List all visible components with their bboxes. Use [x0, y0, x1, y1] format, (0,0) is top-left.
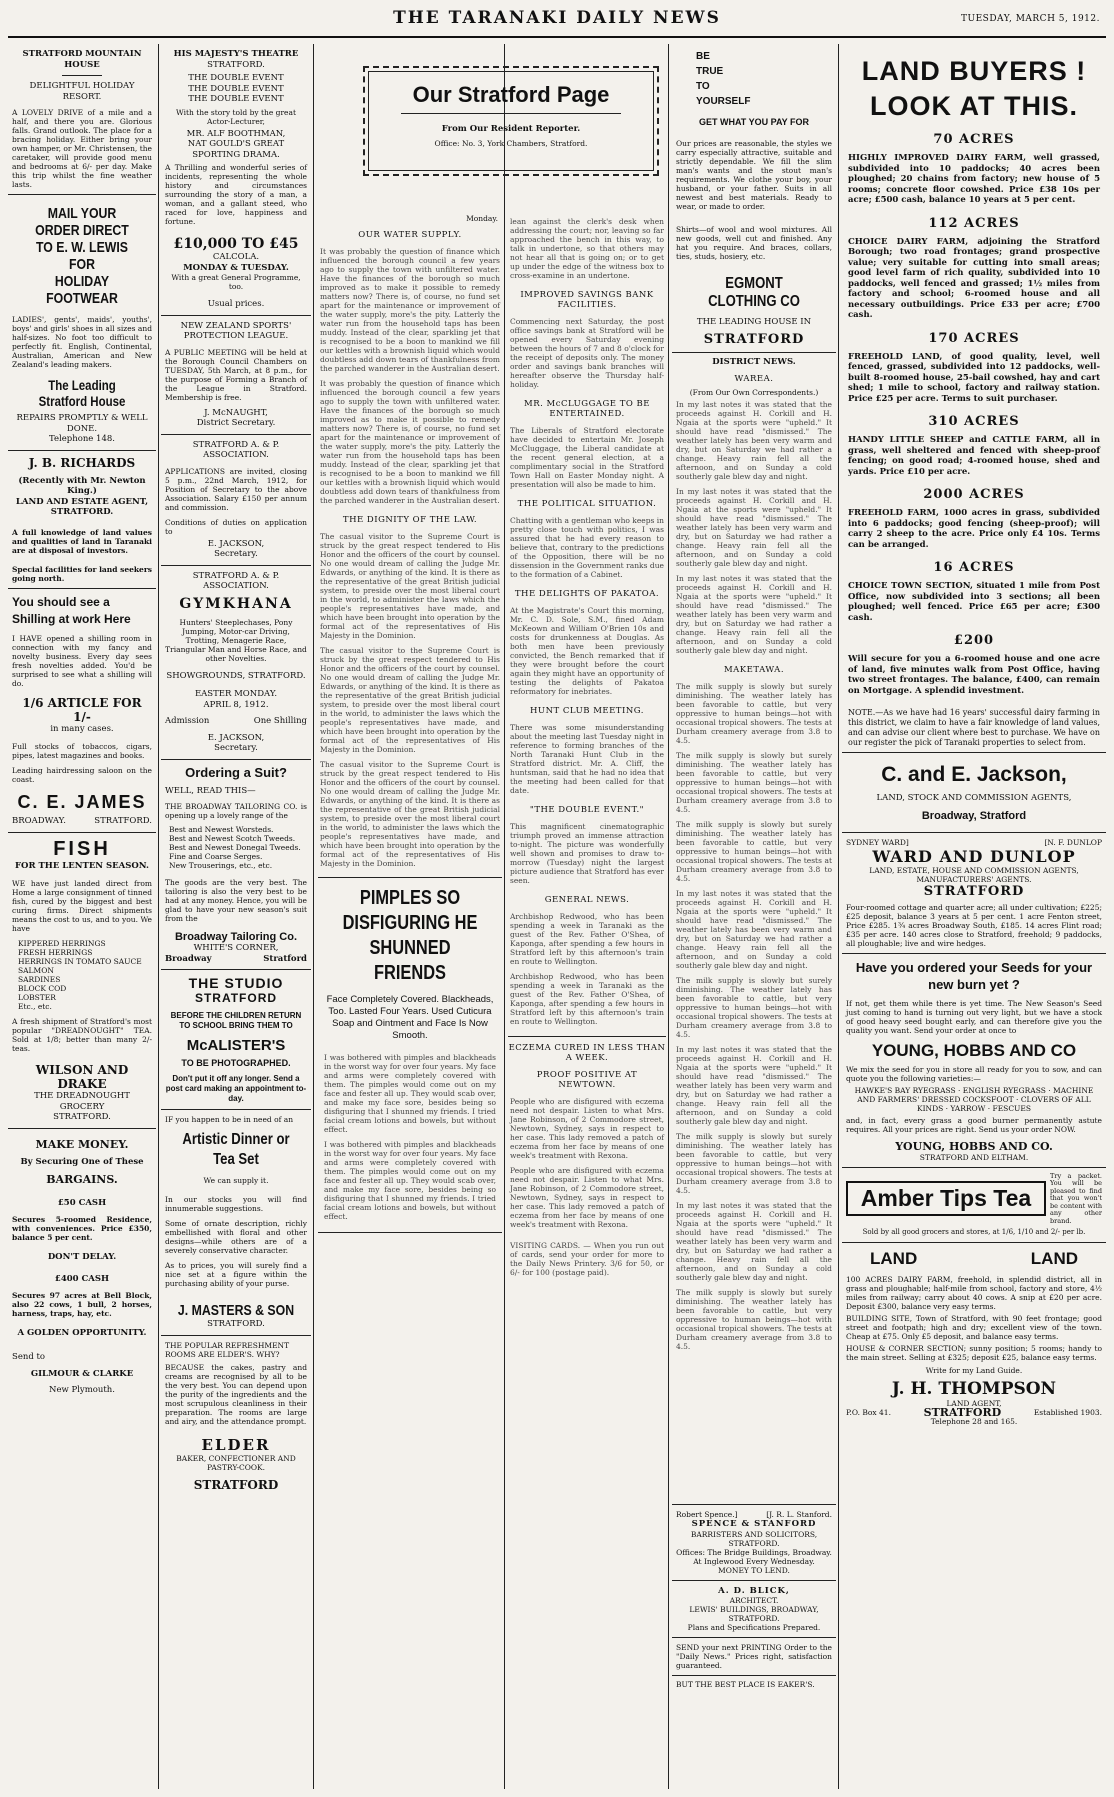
ad-town: STRATFORD. — [207, 59, 265, 70]
ad-body: In our stocks you will find innumerable suggestions. — [165, 1195, 307, 1213]
ad-address: Broadway, Stratford — [921, 809, 1027, 822]
listing — [848, 633, 1100, 696]
ad-body: As to prices, you will surely find a nice set at a figure within the purchasing ability of your purse. — [165, 1261, 307, 1288]
article-body: Archbishop Redwood, who has been spending a week in Taranaki as the guest of the Rev. Father O'Shea, of Kaponga, after spending a few hours in Stratford left by this afternoon's train en route to Wellington. — [510, 912, 664, 966]
listing-heading: 70 ACRES — [933, 132, 1015, 147]
ad-lead: IF you happen to be in need of an — [165, 1115, 294, 1124]
listing — [848, 132, 1100, 206]
ad-sub: THE DREADNOUGHT GROCERY — [34, 1091, 130, 1112]
article-body: The casual visitor to the Supreme Court is struck by the great respect tendered to His Honor and the officers of the court by counsel. No one would dream of calling the Judge Mr. Edwards, or anything of the kind. It is there as the representative of the great British judicial system, to preside over the most liberal court in the world, to administer the laws which the people's representatives have made, and which have been brought into operation by the formal act of the representatives of His Majesty in the Dominion. — [320, 760, 500, 868]
article-body: In my last notes it was stated that the proceeds against H. Corkill and H. Ngaia at the sports were "upheld." It should have read "dismissed." The weather lately has been very warm and dry, but on Saturday we had rather a change. Heavy rain fell all the afternoon, and on Sunday a cold southerly gale blew day and night. — [676, 1201, 832, 1282]
gymkhana-ad — [161, 566, 311, 760]
ad-headline: GET WHAT YOU PAY FOR — [698, 117, 809, 127]
studio-ad — [161, 970, 311, 1110]
ad-name: Broadway Tailoring Co. — [174, 931, 298, 943]
ad-with: With a great General Programme, too. — [171, 273, 301, 291]
ad-sub: Face Completely Covered. Blackheads, Too. Lasted Four Years. Used Cuticura Soap and Ointment and Face Is Now Smooth. — [326, 994, 494, 1041]
article-body: In my last notes it was stated that the proceeds against H. Corkill and H. Ngaia at the sports were "upheld." It should have read "dismissed." The weather lately has been very warm and dry, but on Saturday we had rather a change. Heavy rain fell all the afternoon, and on Sunday a cold southerly gale blew day and night. — [676, 487, 832, 568]
listing-heading: 16 ACRES — [933, 560, 1015, 575]
fish-item: HERRINGS IN TOMATO SAUCE — [18, 957, 142, 966]
column-6 — [842, 44, 1106, 1789]
listing — [848, 216, 1100, 321]
fish-item: LOBSTER — [18, 993, 56, 1002]
visiting-cards-notice: VISITING CARDS. — When you run out of cards, send your order for more to the Daily News Printery. 3/6 for 50, or 6/- for 100 (postage paid). — [510, 1241, 664, 1277]
article-body: The milk supply is slowly but surely diminishing. The weather lately has been favorable to cattle, but very oppressive to human beings—hot with occasional tropical showers. The tests at Durham creamery average from 3.8 to 4.5. — [676, 1288, 832, 1351]
article-body: In my last notes it was stated that the proceeds against H. Corkill and H. Ngaia at the sports were "upheld." It should have read "dismissed." The weather lately has been very warm and dry, but on Saturday we had rather a change. Heavy rain fell all the afternoon, and on Sunday a cold southerly gale blew day and night. — [676, 574, 832, 655]
ad-town: STRATFORD. — [50, 507, 114, 517]
ad-special: Special facilities for land seekers going north. — [12, 564, 153, 583]
ad-body: A LOVELY DRIVE of a mile and a half, and there you are. Glorious falls. Grand outlook. The place for a bracing holiday. Either bring your own hamper, or Mr. Christensen, the caretaker, will provide good menu and bedrooms at 6/- per day. Make this trip whilst the fine weather lasts. — [12, 108, 152, 189]
ad-day: EASTER MONDAY. — [194, 689, 278, 699]
fish-item: SARDINES — [18, 975, 61, 984]
ad-body: The goods are the very best. The tailoring is also the very best to be had at any money. Hence, you will be glad to have your new season's suit from the — [165, 878, 307, 923]
ad-town: STRATFORD. — [53, 1112, 111, 1122]
ad-town: STRATFORD. — [728, 1614, 780, 1623]
article-heading: THE POLITICAL SITUATION. — [517, 499, 657, 509]
ad-heading: STRATFORD A. & P. ASSOCIATION. — [192, 439, 280, 460]
ad-offices: Offices: The Bridge Buildings, Broadway. — [676, 1547, 832, 1557]
fish-item: Etc., etc. — [18, 1002, 52, 1011]
ad-plans: Plans and Specifications Prepared. — [687, 1623, 821, 1632]
suit-item: Best and Newest Scotch Tweeds. — [169, 834, 296, 843]
article-body: The Liberals of Stratford electorate have decided to entertain Mr. Joseph McCluggage, the Liberal candidate at the recent general election, at a complimentary social in the Stratford Town Hall on Easter Monday night. A presentation will also be made to him. — [510, 426, 664, 489]
ad-visits: At Inglewood Every Wednesday. — [693, 1556, 815, 1566]
article-body: In my last notes it was stated that the proceeds against H. Corkill and H. Ngaia at the sports were "upheld." It should have read "dismissed." The weather lately has been very warm and dry, but on Saturday we had rather a change. Heavy rain fell all the afternoon, and on Sunday a cold southerly gale blew day and night. — [676, 1045, 832, 1126]
listing-heading: 2000 ACRES — [923, 487, 1025, 502]
ad-heading: HIS MAJESTY'S THEATRE — [173, 49, 299, 59]
article-body: In my last notes it was stated that the proceeds against H. Corkill and H. Ngaia at the sports were "upheld." It should have read "dismissed." The weather lately has been very warm and dry, but on Saturday we had rather a change. Heavy rain fell all the afternoon, and on Sunday a cold southerly gale blew day and night. — [676, 400, 832, 481]
ad-headline: MAKE MONEY. — [35, 1137, 129, 1151]
listing-body: CHOICE DAIRY FARM, adjoining the Stratford Borough; two road frontages; grand prospective value; very suitable for cutting into small areas; good level farm of rich quality, subdivided into 10 paddocks, well fenced and grassed; 1½ miles from factory and school; 6-roomed house and all necessary outbuildings. Price £33 per acre; £700 cash. — [848, 236, 1100, 320]
ad-body: A PUBLIC MEETING will be held at the Borough Council Chambers on TUESDAY, 5th March, at 8 p.m., for the purpose of Forming a Branch of the League in Stratford. Membership is free. — [165, 347, 307, 402]
ad-name: J. H. THOMPSON — [891, 1379, 1057, 1399]
masthead — [8, 4, 1106, 38]
ad-conditions: Conditions of duties on application to — [165, 517, 307, 536]
ad-heading: STRATFORD A. & P. ASSOCIATION. — [192, 570, 280, 591]
article-body: The casual visitor to the Supreme Court is struck by the great respect tendered to His Honor and the officers of the court by counsel. No one would dream of calling the Judge Mr. Edwards, or anything of the kind. It is there as the representative of the great British judicial system, to preside over the most liberal court in the world, to administer the laws which the people's representatives have made, and which have been brought into operation by the formal act of the representatives of His Majesty in the Dominion. — [320, 646, 500, 754]
article-heading: ECZEMA CURED IN LESS THAN A WEEK. — [508, 1036, 666, 1063]
ad-body: BECAUSE the cakes, pastry and creams are recognised by all to be the very best. You can depend upon the purity of the ingredients and the most scrupulous cleanliness in their preparation. The rooms are large and airy, and the attendance prompt. — [165, 1362, 307, 1426]
amber-tips-ad — [842, 1168, 1106, 1244]
land-item: BUILDING SITE, Town of Stratford, with 90 feet frontage; good street and footpath; high and dry; excellent view of the town. Cheap at £75. Only £5 deposit, and balance easy terms. — [846, 1314, 1102, 1341]
article-heading: HUNT CLUB MEETING. — [530, 706, 644, 716]
ad-lead: WELL, READ THIS— — [165, 785, 256, 796]
ad-agent: GILMOUR & CLARKE — [30, 1368, 134, 1379]
ad-town: STRATFORD AND ELTHAM. — [919, 1152, 1029, 1162]
ad-name: J. MASTERS & SON — [177, 1302, 295, 1319]
suit-item: Best and Newest Donegal Tweeds. — [169, 843, 301, 852]
newspaper-title: THE TARANAKI DAILY NEWS — [393, 8, 721, 28]
ad-body: WE have just landed direct from Home a large consignment of tinned fish, cured by the biggest and best curing firms. Direct shipments means the cost to us, and to you. We have — [12, 879, 152, 933]
richards-ad — [8, 451, 156, 589]
column-5-bottom — [672, 1504, 836, 1693]
listings — [848, 132, 1100, 696]
ad-headline: Artistic Dinner or Tea Set — [182, 1131, 290, 1168]
ad-street: BROADWAY. — [12, 816, 66, 826]
ad-name: E. JACKSON, — [207, 538, 265, 549]
ad-name: ELDER — [201, 1435, 271, 1454]
article-body: The milk supply is slowly but surely diminishing. The weather lately has been favorable to cattle, but very oppressive to human beings—hot with occasional tropical showers. The tests at Durham creamery average from 3.8 to 4.5. — [676, 1132, 832, 1195]
ad-body: BUT THE BEST PLACE IS EAKER'S. — [676, 1680, 815, 1689]
ad-price: 1/6 ARTICLE FOR 1/- — [22, 695, 142, 724]
ad-town: STRATFORD — [923, 1406, 1002, 1419]
article-body: The milk supply is slowly but surely diminishing. The weather lately has been favorable to cattle, but very oppressive to human beings—hot with occasional tropical showers. The tests at Durham creamery average from 3.8 to 4.5. — [676, 976, 832, 1039]
ad-town: STRATFORD. — [728, 1538, 780, 1548]
ad-golden: A GOLDEN OPPORTUNITY. — [17, 1327, 147, 1338]
article-byline: (From Our Own Correspondents.) — [689, 388, 819, 397]
ad-name: J. B. RICHARDS — [28, 455, 136, 470]
ad-days: MONDAY & TUESDAY. — [183, 262, 289, 273]
column-rule — [313, 44, 314, 1789]
ad-body: APPLICATIONS are invited, closing 5 p.m., 22nd March, 1912, for Position of Secretary to the above Association. Salary £150 per annum and commission. — [165, 466, 307, 512]
ad-headline: PIMPLES SO DISFIGURING HE SHUNNED FRIENDS — [342, 887, 478, 984]
ad-headline: Ordering a Suit? — [185, 764, 287, 780]
suit-item: Fine and Coarse Serges. — [169, 852, 263, 861]
ad-est: Established 1903. — [1033, 1408, 1102, 1417]
ad-date: APRIL 8, 1912. — [203, 699, 269, 710]
slogan-line: BE — [696, 51, 710, 62]
ad-headline: HOLIDAY FOOTWEAR — [46, 273, 118, 307]
ad-list: HAWKE'S BAY RYEGRASS · ENGLISH RYEGRASS · MACHINE AND FARMERS' DRESSED COCKSFOOT · CLOVERS OF ALL KINDS · YARROW · FESCUES — [854, 1085, 1094, 1113]
ad-role: BARRISTERS AND SOLICITORS, — [690, 1529, 818, 1539]
ad-town: STRATFORD. — [94, 816, 152, 826]
ad-money: MONEY TO LEND. — [718, 1565, 790, 1575]
column-rule — [838, 44, 839, 1789]
stratford-page-banner — [363, 66, 659, 176]
slogan-line: YOURSELF — [696, 96, 751, 107]
listing — [848, 414, 1100, 477]
ad-box: P.O. Box 41. — [846, 1408, 891, 1417]
ad-street: Broadway — [165, 953, 212, 964]
suit-item: New Trouserings, etc., etc. — [169, 861, 273, 870]
ad-town: STRATFORD — [193, 1477, 279, 1492]
land-item: 100 ACRES DAIRY FARM, freehold, in splendid district, all in grass and ploughable; half-mile from school, factory and store, 4½ miles from railway; carry about 40 cows. A snip at £20 per acre. Deposit £300, balance very easy terms. — [846, 1275, 1102, 1311]
page-section-title: Our Stratford Page — [412, 82, 610, 107]
ad-headline: THE STUDIO — [188, 975, 284, 991]
make-money-ad — [8, 1129, 156, 1401]
ad-event: THE DOUBLE EVENT — [188, 83, 284, 94]
ad-side: Try a packet. You will be pleased to find that you won't be content with any other brand. — [1050, 1171, 1102, 1225]
article-body: This magnificent cinematographic triumph proved an immense attraction to-night. The picture was wonderfully well shown and promises to draw to-morrow (Tuesday) night the largest picture audience that Stratford has ever seen. — [510, 822, 664, 885]
ad-telephone: Telephone 148. — [49, 434, 115, 444]
column-rule — [158, 44, 159, 1789]
ad-sub: By Securing One of These — [20, 1156, 144, 1167]
ad-town: STRATFORD — [194, 991, 278, 1005]
ad-cash: £50 CASH — [57, 1198, 107, 1208]
ad-subheading: DELIGHTFUL HOLIDAY RESORT. — [29, 81, 135, 102]
article-body: It was probably the question of finance which influenced the borough council a few years ago to supply the town with unfiltered water. Have the finances of the borough so much improved as to make it possible to remedy matters now? There is, of course, no fund set apart for the maintenance or improvement of the water supply, more's the pity. Latterly the water run from the household taps has been muddy. Instead of the clear, sparkling jet that is recognised to be a boon to mankind we fill our kettles with a brownish liquid which would doubtless add down tears of thankfulness from the parched wanderer in the Australian desert. — [320, 247, 500, 373]
listing — [848, 331, 1100, 405]
ad-sub: FOR THE LENTEN SEASON. — [15, 860, 149, 871]
ad-corner: WHITE'S CORNER, — [193, 943, 279, 953]
ad-body: Hunters' Steeplechases, Pony Jumping, Motor-car Driving, Trotting, Menagerie Race, Triangular Man and Horse Race, and other Novelties. — [165, 617, 307, 663]
ad-body: I HAVE opened a shilling room in connection with my fancy and novelty business. Every day sees fresh novelties added. You'd be surprised to see what a shilling will do. — [12, 633, 152, 688]
fish-item: SALMON — [18, 966, 54, 975]
ad-body: If not, get them while there is yet time. The New Season's Seed just coming to hand is turning out very light, but we have a stock of good heavy seed bought early, and can therefore give you the quality you want. Send your order at once to — [846, 998, 1102, 1035]
suit-list — [169, 825, 307, 870]
ward-dunlop-ad — [842, 833, 1106, 954]
ad-name: WARD AND DUNLOP — [872, 846, 1076, 866]
article-body: In my last notes it was stated that the proceeds against H. Corkill and H. Ngaia at the sports were "upheld." It should have read "dismissed." The weather lately has been very warm and dry, but on Saturday we had rather a change. Heavy rain fell all the afternoon, and on Sunday a cold southerly gale blew day and night. — [676, 889, 832, 970]
article-day: Monday. — [466, 214, 498, 223]
ad-body: A full knowledge of land values and qualities of land in Taranaki are at disposal of investors. — [12, 527, 152, 555]
ad-cases: in many cases. — [50, 723, 114, 734]
article-body: The milk supply is slowly but surely diminishing. The weather lately has been favorable to cattle, but very oppressive to human beings—hot with occasional tropical showers. The tests at Durham creamery average from 3.8 to 4.5. — [676, 682, 832, 745]
ad-role: BAKER, CONFECTIONER AND PASTRY-COOK. — [176, 1453, 296, 1472]
ap-association-ad — [161, 435, 311, 566]
ad-lead: THE POPULAR REFRESHMENT ROOMS ARE ELDER'S. WHY? — [165, 1340, 290, 1359]
listing-body: FREEHOLD LAND, of good quality, level, well fenced, grassed, subdivided into 12 paddocks, well-built 8-roomed house, 25-bail cowshed, hay and cart shed; 1 mile to school, factory and railway station. Price £25 per acre. Terms to suit purchaser. — [848, 351, 1100, 404]
ad-town: STRATFORD — [703, 331, 805, 347]
ad-body: SEND your next PRINTING Order to the "Daily News." Prices right, satisfaction guaranteed. — [676, 1643, 832, 1670]
ad-tea: A fresh shipment of Stratford's most popular "DREADNOUGHT" TEA. Sold at 1/8; better than many 2/- teas. — [12, 1017, 152, 1053]
ad-saloon: Leading hairdressing saloon on the coast. — [12, 766, 152, 784]
printing-ad — [672, 1638, 836, 1676]
ad-body: THE BROADWAY TAILORING CO. is opening up a lovely range of the — [165, 802, 307, 820]
ad-supply: We can supply it. — [203, 1176, 269, 1185]
article-subheading: PROOF POSITIVE AT NEWTOWN. — [536, 1070, 638, 1090]
article-body: Chatting with a gentleman who keeps in pretty close touch with politics, I was assured that he had every reason to believe that, contrary to the predictions of the Opposition, there will be no dissension in the Government ranks due to the formation of a Cabinet. — [510, 516, 664, 579]
ad-town: STRATFORD — [923, 883, 1025, 899]
column-rule — [668, 44, 669, 1789]
ad-headline: Have you ordered your Seeds for your new burn yet ? — [855, 959, 1093, 992]
fish-list — [18, 939, 152, 1011]
ad-admission: Admission — [165, 716, 210, 726]
ad-prices: Usual prices. — [207, 299, 265, 309]
ad-stock: Full stocks of tobaccos, cigars, pipes, latest magazines and books. — [12, 742, 152, 760]
mountain-house-ad — [8, 44, 156, 195]
ad-town: STRATFORD. — [207, 1319, 265, 1329]
jackson-ad — [842, 752, 1106, 833]
bakers-ad — [672, 1676, 836, 1693]
issue-date: TUESDAY, MARCH 5, 1912. — [961, 14, 1100, 24]
land-item: HOUSE & CORNER SECTION; sunny position; 5 rooms; handy to the main street. Selling at £325; deposit £25, balance easy terms. — [846, 1344, 1102, 1362]
ad-actor: MR. ALF BOOTHMAN, — [186, 128, 286, 139]
column-rule — [504, 44, 505, 1789]
ad-line: TO BE PHOTOGRAPHED. — [181, 1058, 291, 1068]
article-heading: WAREA. — [734, 374, 774, 384]
ad-sub: (Recently with Mr. Newton King.) — [18, 475, 146, 496]
listing-body: Will secure for you a 6-roomed house and one acre of land, five minutes walk from Post Office, having two street frontages. The balance, £400, can remain on Mortgage. A splendid investment. — [848, 654, 1100, 696]
ad-name: C. and E. Jackson, — [881, 763, 1067, 786]
ad-body: A Thrilling and wonderful series of incidents, representing the whole history and circumstances surrounding the story of a man, a woman, and a gallant steed, who raced for love, happiness and fortune. — [165, 163, 307, 226]
article-body: The milk supply is slowly but surely diminishing. The weather lately has been favorable to cattle, but very oppressive to human beings—hot with occasional tropical showers. The tests at Durham creamery average from 3.8 to 4.5. — [676, 751, 832, 814]
listing-heading: £200 — [953, 633, 995, 648]
article-body: Archbishop Redwood, who has been spending a week in Taranaki as the guest of the Rev. Father O'Shea, of Kaponga, after spending a few hours in Stratford left by this afternoon's train en route to Wellington. — [510, 972, 664, 1026]
article-body: Commencing next Saturday, the post office savings bank at Stratford will be opened every Saturday evening between the hours of 7 and 8 o'clock for the receipt of deposits only. The money order and savings bank branches will hereafter observe the Thursday half-holiday. — [510, 317, 664, 389]
ad-body: LADIES', gents', maids', youths', boys' and girls' shoes in all sizes and half-sizes. No foot too difficult to perfectly fit. English, Continental, Australian, American and New Zealand's leading makers. — [12, 315, 152, 369]
listing-heading: 310 ACRES — [928, 414, 1020, 429]
article-body: lean against the clerk's desk when addressing the court; nor, leaving so far approached the bench in this way, to talk in undertone, so that others may not hear all that is going on; or to get up under the edge of the witness box to cross-examine in an undertone. — [510, 217, 664, 280]
ad-partner: SYDNEY WARD] — [846, 837, 909, 847]
article-heading: "THE DOUBLE EVENT." — [529, 805, 645, 815]
ad-name: YOUNG, HOBBS AND CO. — [895, 1139, 1053, 1153]
suit-item: Best and Newest Worsteds. — [169, 825, 274, 834]
fish-item: KIPPERED HERRINGS — [18, 939, 106, 948]
ad-role: Secretary. — [214, 549, 258, 559]
ad-role: LAND, ESTATE, HOUSE AND COMMISSION AGENTS, MANUFACTURERS' AGENTS. — [869, 865, 1079, 884]
land-items — [846, 1275, 1102, 1362]
ad-cash: £400 CASH — [54, 1274, 110, 1284]
column-3 — [318, 214, 502, 1789]
article-body: The casual visitor to the Supreme Court is struck by the great respect tendered to His Honor and the officers of the court by counsel. No one would dream of calling the Judge Mr. Edwards, or anything of the kind. It is there as the representative of the great British judicial system, to preside over the most liberal court in the world, to administer the laws which the people's representatives have made, and which have been brought into operation by the formal act of the representatives of His Majesty in the Dominion. — [320, 532, 500, 640]
ad-town: Stratford — [263, 953, 307, 964]
spence-stanford-ad — [672, 1505, 836, 1581]
ad-prize: £10,000 TO £45 — [173, 236, 299, 252]
listing-body: FREEHOLD FARM, 1000 acres in grass, subdivided into 6 paddocks; good fencing (sheep-proof); will carry 2 sheep to the acre. Price only £4 10s. Terms can be arranged. — [848, 508, 1100, 550]
ad-headline: LAND — [870, 1249, 918, 1268]
ad-partner: [N. F. DUNLOP — [1044, 837, 1102, 847]
ad-role: LAND AND ESTATE AGENT, — [15, 496, 149, 507]
ad-body: Some of ornate description, richly embellished with floral and other designs—while others are of a severely conservative character. — [165, 1219, 307, 1255]
article-body: It was probably the question of finance which influenced the borough council a few years ago to supply the town with unfiltered water. Have the finances of the borough so much improved as to make it possible to remedy matters now? There is, of course, no fund set apart for the maintenance or improvement of the water supply, more's the pity. Latterly the water run from the household taps has been muddy. Instead of the clear, sparkling jet that is recognised to be a boon to mankind we fill our kettles with a brownish liquid which would doubtless add down tears of thankfulness from the parched wanderer in the Australian desert. — [320, 379, 500, 505]
ad-role: LAND AGENT, — [946, 1399, 1002, 1408]
ad-leading: THE LEADING HOUSE IN — [696, 317, 812, 327]
ad-slogan: The Leading Stratford House — [38, 377, 126, 409]
listing-heading: 112 ACRES — [928, 215, 1020, 231]
ad-name: EGMONT CLOTHING CO — [708, 275, 800, 310]
ad-role: ARCHITECT. — [729, 1596, 779, 1605]
ad-name: YOUNG, HOBBS AND CO — [871, 1040, 1077, 1060]
column-2 — [161, 44, 311, 1789]
land-buyers-ad — [842, 44, 1106, 752]
ad-bargains: BARGAINS. — [46, 1173, 118, 1186]
young-hobbs-ad — [842, 954, 1106, 1168]
ad-body: and, in fact, every grass a good burner permanently astute requires. All your prices are right. Send us your order NOW. — [846, 1115, 1102, 1134]
article-heading: MR. McCLUGGAGE TO BE ENTERTAINED. — [523, 399, 651, 419]
ad-heading: NEW ZEALAND SPORTS' PROTECTION LEAGUE. — [180, 320, 292, 341]
ad-headline: TO E. W. LEWIS FOR — [35, 239, 129, 273]
district-news — [672, 353, 836, 1359]
listing-heading: 170 ACRES — [928, 330, 1020, 346]
column-1 — [8, 44, 156, 1789]
article-heading: THE DELIGHTS OF PAKATOA. — [514, 589, 660, 599]
ad-headline: LAND — [1030, 1249, 1078, 1268]
ad-body: We mix the seed for you in store all ready for you to sow, and can quote you the following varieties:— — [846, 1064, 1102, 1083]
theatre-ad — [161, 44, 311, 316]
column-4 — [508, 214, 666, 1789]
ad-partner: [J. R. L. Stanford. — [766, 1510, 832, 1519]
ad-event: THE DOUBLE EVENT — [188, 94, 284, 104]
ad-desc: Secures 5-roomed Residence, with conveniences. Price £350, balance 5 per cent. — [12, 1214, 152, 1242]
slogan-line: TO — [696, 81, 710, 92]
fish-item: BLOCK COD — [18, 984, 67, 993]
ad-price: One Shilling — [253, 716, 307, 726]
listing-body: HANDY LITTLE SHEEP and CATTLE FARM, all in grass, well sheltered and fenced with sheep-proof fencing; on good road; 4-roomed house, shed and yards. Price £10 per acre. — [848, 435, 1100, 477]
article-body: People who are disfigured with eczema need not despair. Listen to what Mrs. Jane Robinson, of 2 Commodore street, Newtown, Sydney, says in respect to her case. This lady removed a patch of eczema from her face by means of one week's treatment with Rexona. — [510, 1166, 664, 1229]
ad-repairs: REPAIRS PROMPTLY & WELL DONE. — [16, 413, 148, 434]
ad-role: District Secretary. — [196, 418, 276, 428]
ad-headline: FISH — [53, 837, 111, 860]
ad-headline: LOOK AT THIS. — [870, 91, 1078, 121]
ad-headline: Amber Tips Tea — [846, 1181, 1046, 1216]
article-body: At the Magistrate's Court this morning, Mr. C. D. Sole, S.M., fined Adam McKeown and William O'Brien 10s and costs for drunkenness at Douglas. As both men have been previously convicted, the Bench remarked that if they were brought before the court again they might have an opportunity of testing the delights of Pakatoa reformatory for inebriates. — [510, 606, 664, 696]
ad-name: McALISTER'S — [186, 1037, 286, 1054]
ad-name: SPENCE & STANFORD — [691, 1519, 817, 1529]
listing — [848, 487, 1100, 550]
ad-tel: Telephone 28 and 165. — [930, 1417, 1018, 1426]
ad-line: Don't put it off any longer. Send a post card making an appointment to-day. — [165, 1074, 307, 1103]
ad-send: Send to — [12, 1352, 46, 1362]
article-heading: OUR WATER SUPPLY. — [358, 230, 462, 240]
article-heading: MAKETAWA. — [723, 665, 785, 675]
ad-body: I was bothered with pimples and blackheads in the worst way for over four years. My face and arms were completely covered with them. The pimples would come out on my face and fester all up. They would scab over, and make my face sore, besides being so disfiguring that I shunned my friends. I tried facial cream lotions and bowels, but without effect. — [324, 1053, 496, 1134]
ad-event: THE DOUBLE EVENT — [188, 73, 284, 83]
fish-item: FRESH HERRINGS — [18, 948, 93, 957]
ad-sold: Sold by all good grocers and stores, at 1/6, 1/10 and 2/- per lb. — [862, 1228, 1086, 1236]
ad-headline: You should see a Shilling at work Here — [12, 594, 131, 626]
ad-name: J. McNAUGHT, — [204, 407, 268, 418]
ad-body: Four-roomed cottage and quarter acre; all under cultivation; £225; £25 deposit, balance 3 years at 5 per cent. 1 acre Fenton street, Price £285. 1¾ acres Broadway South, £185. 14 acres Flint road; £35 per acre. 140 acres close to Stratford, freehold; 9 paddocks, all ploughable; live and wire hedges. — [846, 902, 1102, 948]
listing-body: HIGHLY IMPROVED DAIRY FARM, well grassed, subdivided into 10 paddocks; 40 acres been ploughed; 20 chains from factory; new house of 5 rooms; concrete floor cowshed. Price £38 10s per acre; £500 cash, balance 10 years at 5 per cent. — [848, 153, 1100, 205]
ad-guide: Write for my Land Guide. — [925, 1366, 1023, 1375]
ad-role: Secretary. — [214, 743, 258, 753]
ad-horse: CALCOLA. — [212, 252, 260, 262]
ad-partner: Robert Spence.] — [676, 1510, 738, 1519]
james-shilling-ad — [8, 589, 156, 833]
egmont-clothing-ad — [672, 44, 836, 353]
ad-town: New Plymouth. — [49, 1385, 115, 1395]
ad-slogan — [676, 49, 832, 109]
thompson-ad — [842, 1243, 1106, 1432]
listing-body: CHOICE TOWN SECTION, situated 1 mile from Post Office, now subdivided into 3 sections; all been ploughed; well fenced. Price £65 per acre; £300 cash. — [848, 581, 1100, 623]
listing — [848, 560, 1100, 623]
elder-ad — [161, 1336, 311, 1497]
ad-name: E. JACKSON, — [207, 732, 265, 743]
ad-body: I was bothered with pimples and blackheads in the worst way for over four years. My face and arms were completely covered with them. The pimples would come out on my face and fester all up. They would scab over, and make my face sore, besides being so disfiguring that I shunned my friends. I tried facial cream lotions and bowels, but without effect. — [324, 1140, 496, 1221]
ad-line: BEFORE THE CHILDREN RETURN TO SCHOOL BRING THEM TO — [170, 1011, 302, 1030]
ad-desc: Secures 97 acres at Bell Block, also 22 cows, 1 bull, 2 horses, harness, traps, hay, etc. — [12, 1290, 152, 1318]
tailoring-ad — [161, 760, 311, 971]
ad-name: A. D. BLICK, — [718, 1585, 790, 1596]
article-body: People who are disfigured with eczema need not despair. Listen to what Mrs. Jane Robinson, of 2 Commodore street, Newtown, Sydney, says in respect to her case. This lady removed a patch of eczema from her face by means of one week's treatment with Rexona. — [510, 1097, 664, 1160]
cuticura-ad — [318, 877, 502, 1233]
ad-address: LEWIS' BUILDINGS, BROADWAY, — [689, 1605, 819, 1614]
ad-drama: NAT GOULD'S GREAT SPORTING DRAMA. — [187, 139, 285, 160]
ad-body: Our prices are reasonable, the styles we carry especially attractive, suitable and strictly dependable. We fill the slim man's wants and the stout man's requirements. We clothe your boy, your husband, or your father. Suits in all newest and best materials. Ready to wear, or made to order. — [676, 139, 832, 211]
blick-ad — [672, 1581, 836, 1639]
ad-by: With the story told by the great Actor-Lecturer, — [176, 107, 296, 126]
ad-name: C. E. JAMES — [17, 792, 147, 812]
ad-headline: LAND BUYERS ! — [861, 56, 1087, 86]
ad-delay: DON'T DELAY. — [47, 1251, 117, 1262]
ad-headline: GYMKHANA — [179, 595, 293, 612]
office-line: Office: No. 3, York Chambers, Stratford. — [434, 138, 588, 148]
article-body: There was some misunderstanding about the meeting last Tuesday night in reference to forming branches of the North Taranaki Hunt Club in the Stratford district. Mr. A. Cliff, the huntsman, said that he had no idea that the meeting had been called for that date. — [510, 723, 664, 795]
slogan-line: TRUE — [696, 66, 724, 77]
ad-note: NOTE.—As we have had 16 years' successful dairy farming in this district, we claim to have a fair knowledge of land values, and can advise our client where best to purchase. We have on our register the pick of Taranaki properties to select from. — [848, 708, 1100, 747]
newspaper-page — [8, 4, 1106, 1793]
protection-league-ad — [161, 316, 311, 435]
ad-role: LAND, STOCK AND COMMISSION AGENTS, — [876, 793, 1072, 803]
article-body: The milk supply is slowly but surely diminishing. The weather lately has been favorable to cattle, but very oppressive to human beings—hot with occasional tropical showers. The tests at Durham creamery average from 3.8 to 4.5. — [676, 820, 832, 883]
article-heading: IMPROVED SAVINGS BANK FACILITIES. — [520, 290, 654, 310]
fish-ad — [8, 833, 156, 1129]
ad-headline: MAIL YOUR ORDER DIRECT — [35, 205, 129, 239]
reporter-line: From Our Resident Reporter. — [441, 124, 581, 134]
section-heading: DISTRICT NEWS. — [712, 356, 796, 367]
article-heading: THE DIGNITY OF THE LAW. — [342, 515, 478, 525]
article-heading: GENERAL NEWS. — [544, 895, 630, 905]
ad-grounds: SHOWGROUNDS, STRATFORD. — [166, 670, 306, 681]
lewis-footwear-ad — [8, 195, 156, 451]
ad-name: WILSON AND DRAKE — [35, 1063, 129, 1091]
masters-ad — [161, 1110, 311, 1336]
ad-body: Shirts—of wool and wool mixtures. All new goods, well cut and finished. Any hat you require. And braces, collars, ties, studs, hosiery, etc. — [676, 225, 832, 261]
ad-heading: STRATFORD MOUNTAIN HOUSE — [22, 49, 142, 70]
